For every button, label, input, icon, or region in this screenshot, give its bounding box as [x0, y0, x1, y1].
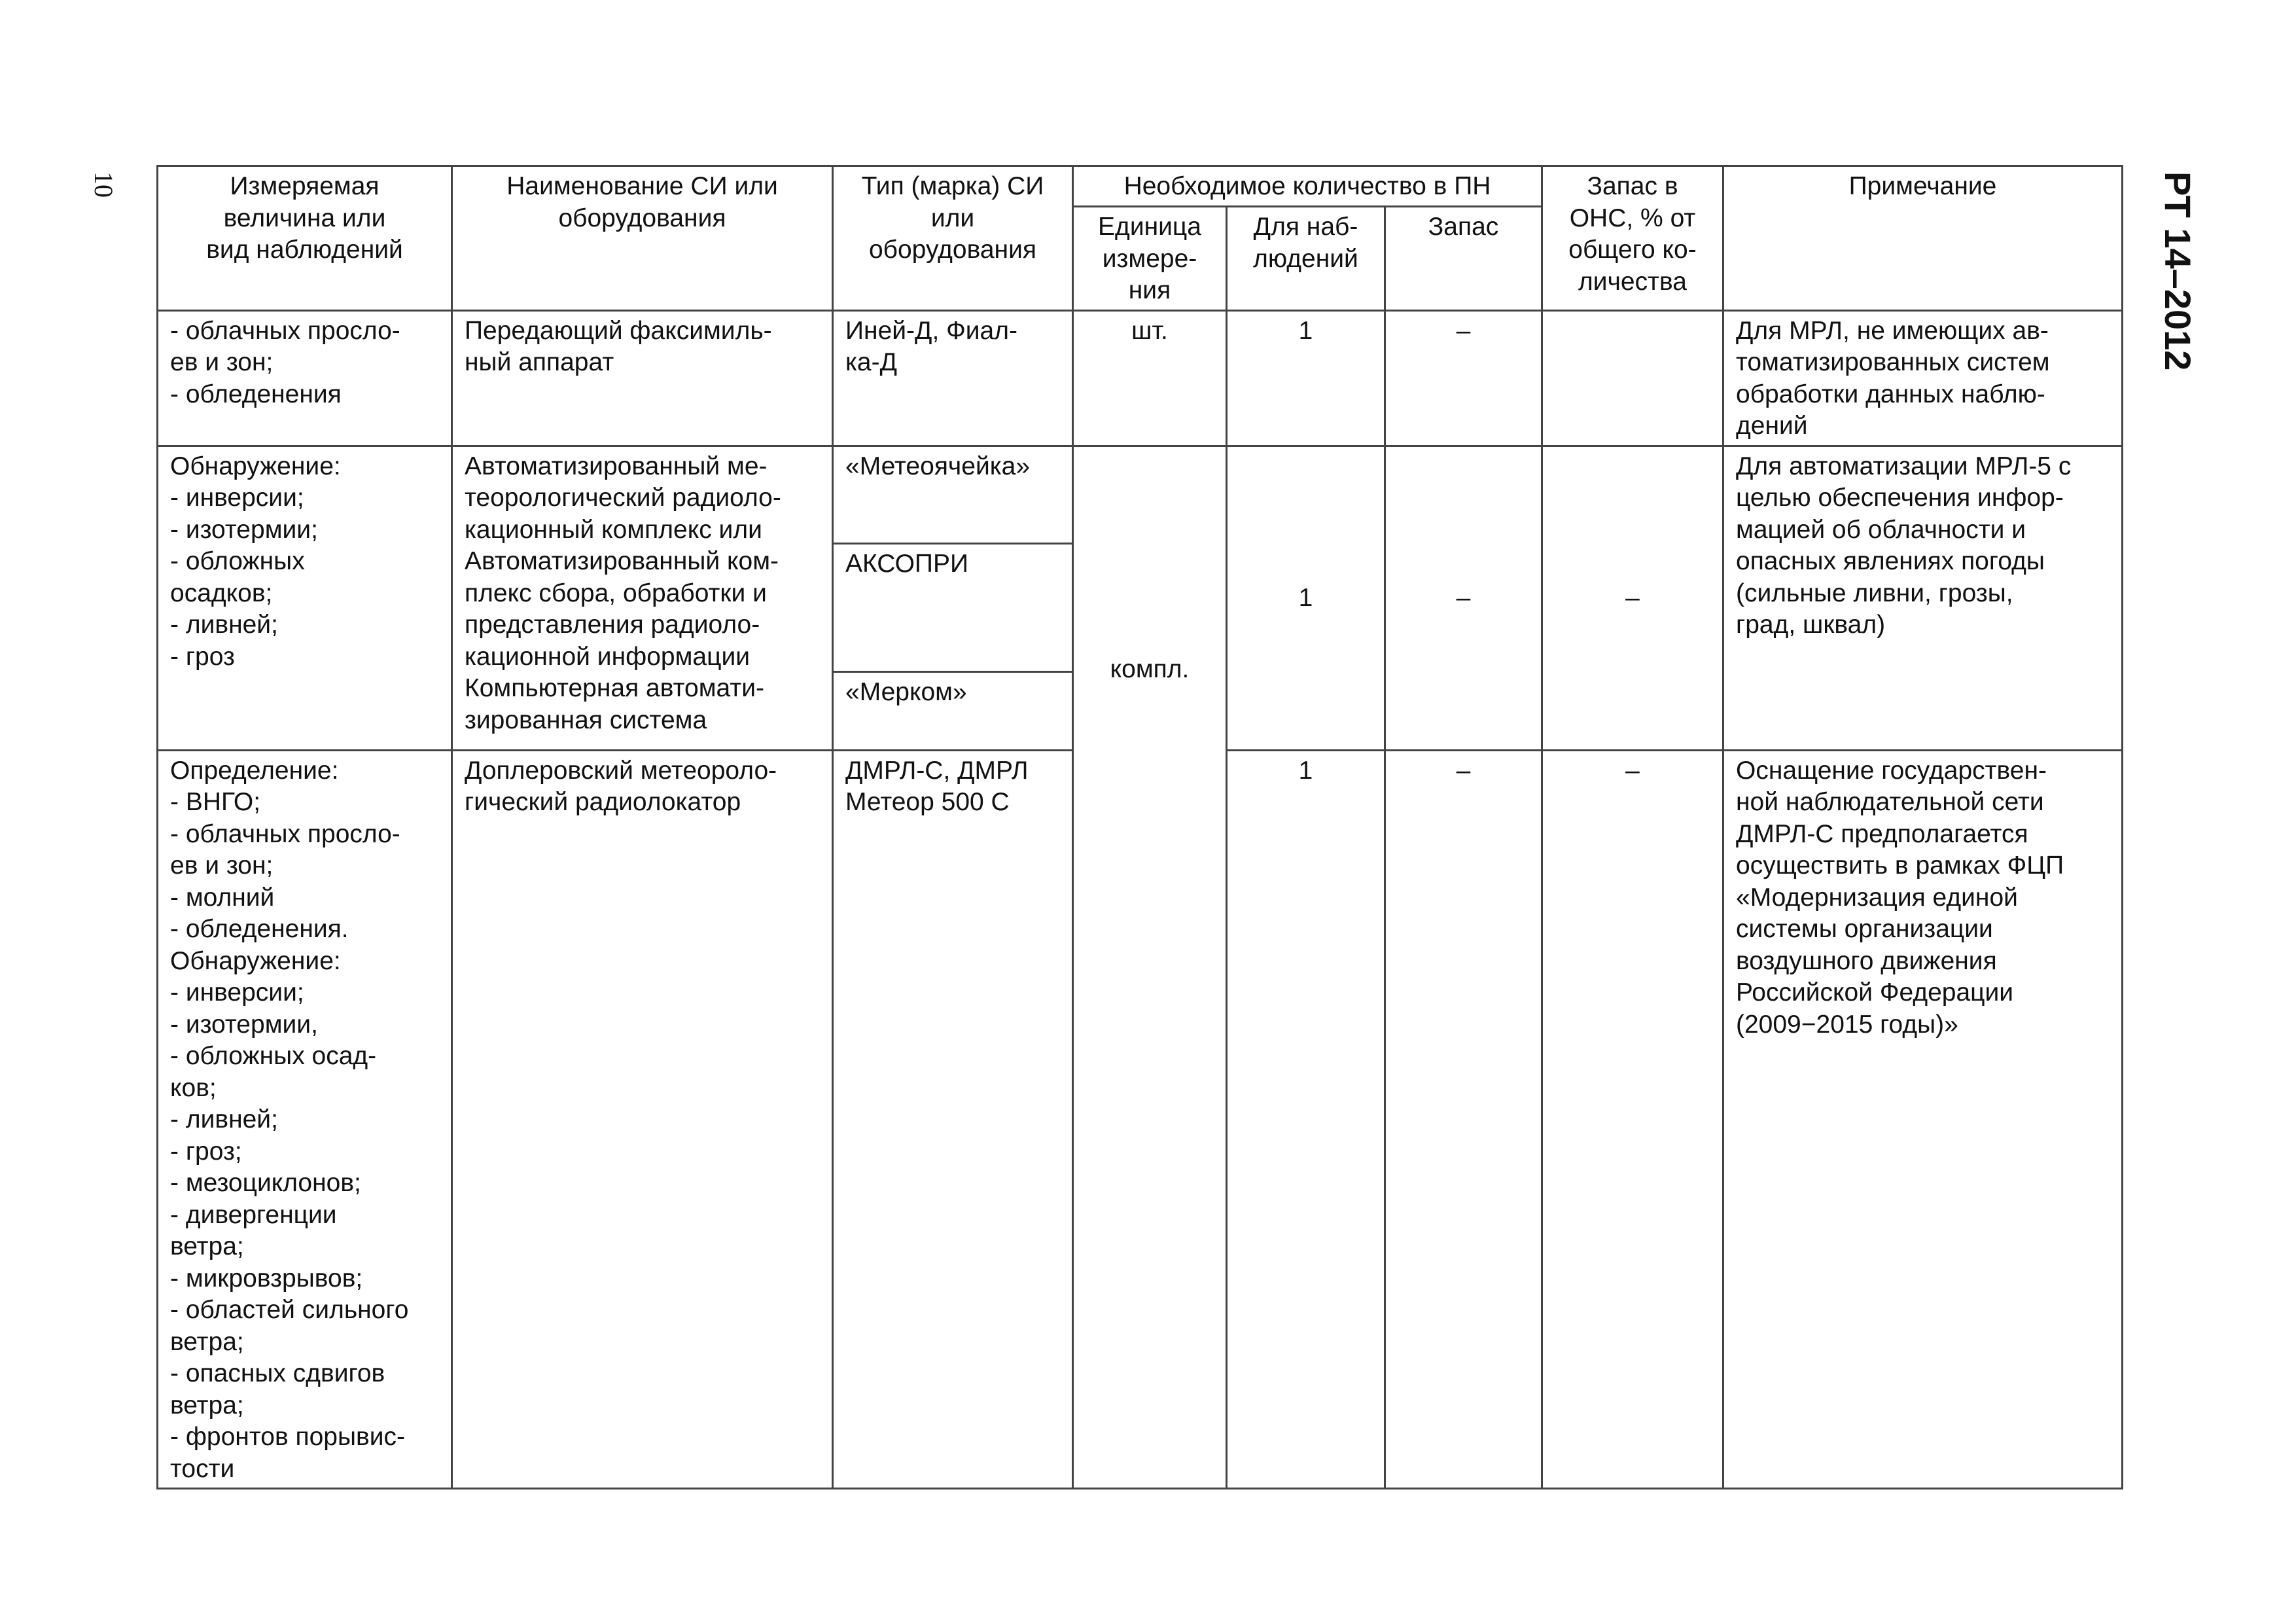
- page-number: 10: [89, 171, 118, 198]
- header-name: Наименование СИ или оборудования: [452, 166, 833, 311]
- cell-for-observations: 1: [1227, 750, 1385, 1489]
- cell-ons-reserve: –: [1542, 750, 1723, 1489]
- cell-ons-reserve: [1542, 310, 1723, 446]
- table-row: [158, 446, 2123, 750]
- header-for-observations: Для наб- людений: [1227, 207, 1385, 311]
- cell-type: ДМРЛ-С, ДМРЛ Метеор 500 С: [833, 750, 1073, 1489]
- header-unit: Единица измере- ния: [1073, 207, 1227, 311]
- cell-name: Автоматизированный ме- теорологический радиоло- кационный комплекс или Автоматизированный ком- плекс сбора, обработки и представления радиоло- кационной информации Компьютерная автомати- зированная система: [452, 446, 833, 750]
- table-row: [158, 310, 2123, 446]
- header-measured: Измеряемая величина или вид наблюдений: [158, 166, 452, 311]
- cell-type: АКСОПРИ: [834, 543, 1072, 671]
- cell-name: Доплеровский метеороло- гический радиолокатор: [452, 750, 833, 1489]
- cell-reserve: –: [1385, 446, 1542, 750]
- cell-reserve: –: [1385, 310, 1542, 446]
- cell-for-observations: 1: [1227, 446, 1385, 750]
- cell-note: Для автоматизации МРЛ-5 с целью обеспечения инфор- мацией об облачности и опасных явлениях погоды (сильные ливни, грозы, град, шквал): [1723, 446, 2123, 750]
- cell-for-observations: 1: [1227, 310, 1385, 446]
- cell-type: «Метеоячейка»: [845, 452, 1031, 480]
- cell-ons-reserve: –: [1542, 446, 1723, 750]
- cell-note: Для МРЛ, не имеющих ав- томатизированных систем обработки данных наблю- дений: [1723, 310, 2123, 446]
- cell-name: Передающий факсимиль- ный аппарат: [452, 310, 833, 446]
- cell-unit: компл.: [1073, 446, 1227, 1489]
- cell-type: Иней-Д, Фиал- ка-Д: [833, 310, 1073, 446]
- header-required-quantity: Необходимое количество в ПН: [1073, 166, 1542, 207]
- document-code: РТ 14–2012: [2157, 171, 2199, 371]
- cell-note: Оснащение государствен- ной наблюдательной сети ДМРЛ-С предполагается осуществить в рамках ФЦП «Модернизация единой системы организации воздушного движения Российской Федерации (2009−2015 годы)»: [1723, 750, 2123, 1489]
- cell-reserve: –: [1385, 750, 1542, 1489]
- header-type: Тип (марка) СИ или оборудования: [833, 166, 1073, 311]
- equipment-table: [156, 165, 2123, 1489]
- header-note: Примечание: [1723, 166, 2123, 311]
- cell-measured: Обнаружение: - инверсии; - изотермии; - обложных осадков; - ливней; - гроз: [158, 446, 452, 750]
- cell-measured: Определение: - ВНГО; - облачных просло- ев и зон; - молний - обледенения. Обнаружение: - инверсии; - изотермии, - обложных осад- ков; - ливней; - гроз; - мезоциклонов; - дивергенции ветра; - микровзрывов; - областей сильного ветра; - опасных сдвигов ветра; - фронтов порывис- тости: [158, 750, 452, 1489]
- cell-unit: шт.: [1073, 310, 1227, 446]
- header-reserve: Запас: [1385, 207, 1542, 311]
- cell-type: «Мерком»: [834, 671, 1072, 749]
- cell-type-group: [833, 446, 1073, 750]
- cell-measured: - облачных просло- ев и зон; - обледенения: [158, 310, 452, 446]
- header-row-1: [158, 166, 2123, 207]
- header-ons-reserve: Запас в ОНС, % от общего ко- личества: [1542, 166, 1723, 311]
